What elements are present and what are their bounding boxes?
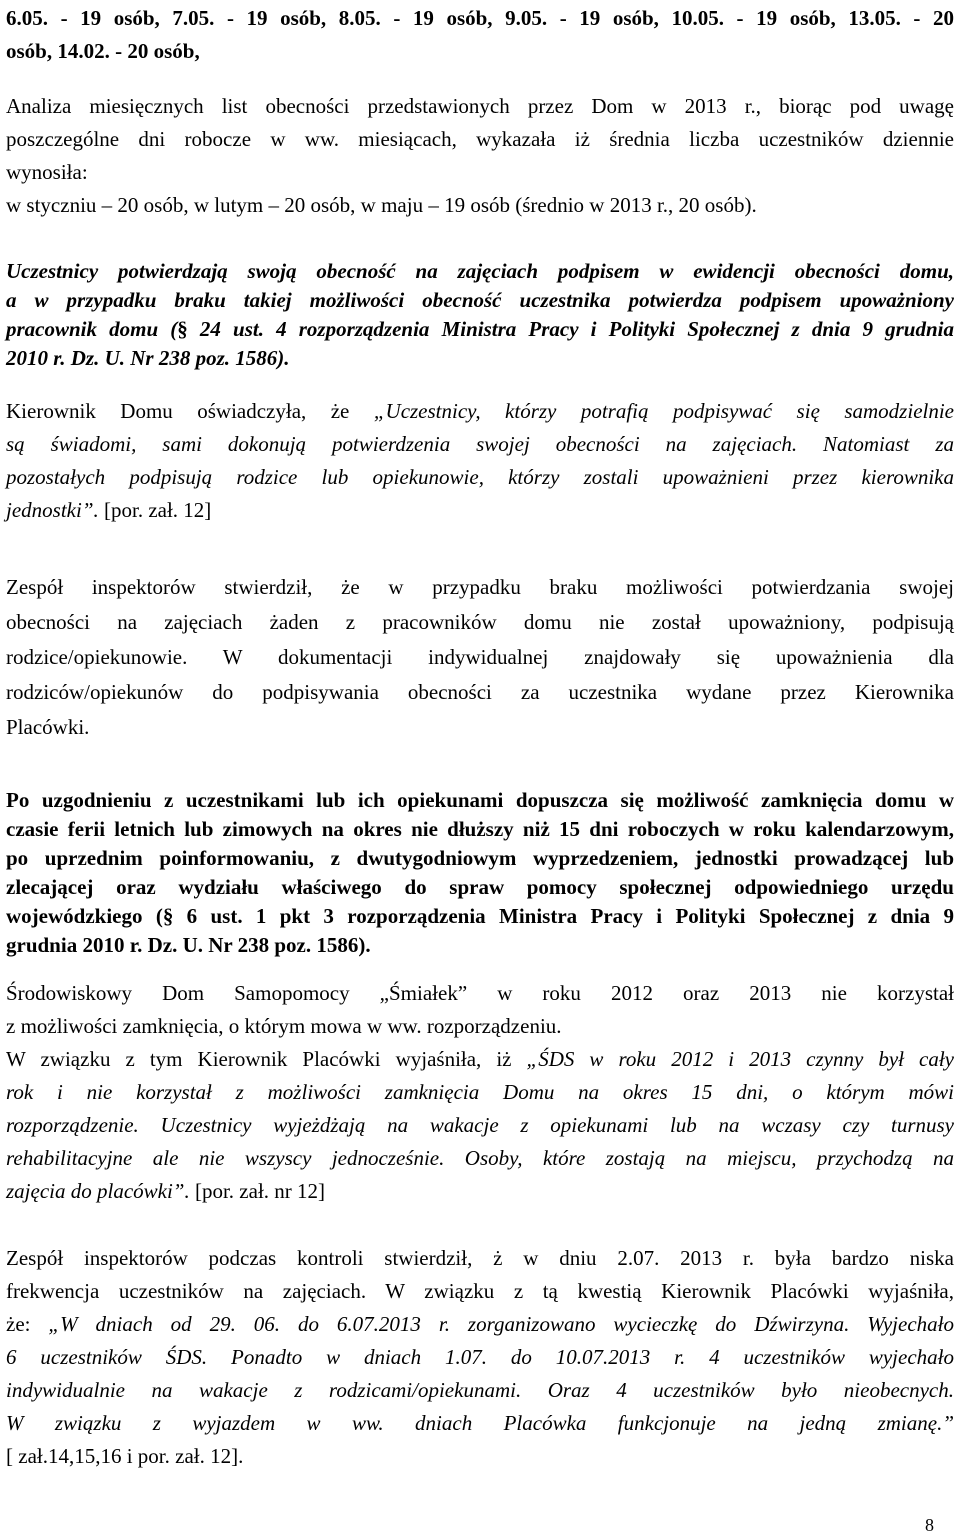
text-line: 6 uczestników ŚDS. Ponadto w dniach 1.07. do 10.07.2013 r. 4 uczestników wyjechało — [6, 1345, 954, 1369]
text-line: Po uzgodnieniu z uczestnikami lub ich opiekunami dopuszcza się możliwość zamknięcia domu w — [6, 788, 954, 812]
text-line: rodziców/opiekunów do podpisywania obecności za uczestnika wydane przez Kierownika — [6, 680, 954, 704]
paragraph-manager-statement — [6, 395, 954, 527]
text-line: wojewódzkiego (§ 6 ust. 1 pkt 3 rozporządzenia Ministra Pracy i Polityki Społecznej z dnia 9 — [6, 904, 954, 928]
text-line: z możliwości zamknięcia, o którym mowa w ww. rozporządzeniu. — [6, 1014, 562, 1038]
text-line: 2010 r. Dz. U. Nr 238 poz. 1586). — [6, 346, 290, 370]
text-line: osób, 14.02. - 20 osób, — [6, 39, 200, 63]
text-line: czasie ferii letnich lub zimowych na okres nie dłuższy niż 15 dni roboczych w roku kalendarzowym, — [6, 817, 954, 841]
text-line: rozporządzenie. Uczestnicy wyjeżdżają na wakacje z opiekunami lub na wczasy czy turnusy — [6, 1113, 954, 1137]
paragraph-analysis — [6, 90, 954, 222]
text-line: wynosiła: — [6, 160, 88, 184]
text-line: Placówki. — [6, 715, 90, 739]
text-line: Uczestnicy potwierdzają swoją obecność na zajęciach podpisem w ewidencji obecności domu, — [6, 259, 954, 283]
text-line: W związku z wyjazdem w ww. dniach Placówka funkcjonuje na jedną zmianę.” — [6, 1411, 954, 1435]
text-line: że: „W dniach od 29. 06. do 6.07.2013 r. zorganizowano wycieczkę do Dźwirzyna. Wyjechało — [6, 1312, 954, 1336]
text-line: jednostki”. [por. zał. 12] — [6, 498, 212, 522]
text-line: Analiza miesięcznych list obecności przedstawionych przez Dom w 2013 r., biorąc pod uwagę — [6, 94, 954, 118]
text-line: a w przypadku braku takiej możliwości obecność uczestnika potwierdza podpisem upoważniony — [6, 288, 954, 312]
text-line: [ zał.14,15,16 i por. zał. 12]. — [6, 1444, 244, 1468]
text-line: Kierownik Domu oświadczyła, że „Uczestnicy, którzy potrafią podpisywać się samodzielnie — [6, 399, 955, 423]
text-line: grudnia 2010 r. Dz. U. Nr 238 poz. 1586). — [6, 933, 371, 957]
text-line: rok i nie korzystał z możliwości zamknięcia Domu na okres 15 dni, o którym mówi — [6, 1080, 954, 1104]
text-line: pracownik domu (§ 24 ust. 4 rozporządzenia Ministra Pracy i Polityki Społecznej z dnia 9 grudnia — [6, 317, 954, 341]
text-line: Zespół inspektorów podczas kontroli stwierdził, ż w dniu 2.07. 2013 r. była bardzo niska — [6, 1246, 954, 1270]
paragraph-closure-rules — [6, 786, 954, 960]
text-line: indywidualnie na wakacje z rodzicami/opiekunami. Oraz 4 uczestników było nieobecnych. — [6, 1378, 954, 1402]
paragraph-low-attendance — [6, 1242, 954, 1473]
text-line: rehabilitacyjne ale nie wszyscy jednocześnie. Osoby, które zostają na miejscu, przychodzą na — [6, 1146, 954, 1170]
text-line: po uprzednim poinformowaniu, z dwutygodniowym wyprzedzeniem, jednostki prowadzącej lub — [6, 846, 954, 870]
text-line: rodzice/opiekunowie. W dokumentacji indywidualnej znajdowały się upoważnienia dla — [6, 645, 954, 669]
paragraph-legal-basis-attendance — [6, 257, 954, 373]
text-line: 6.05. - 19 osób, 7.05. - 19 osób, 8.05. - 19 osób, 9.05. - 19 osób, 10.05. - 19 osób, 13.05. - 20 — [6, 6, 954, 30]
text-line: Środowiskowy Dom Samopomocy „Śmiałek” w roku 2012 oraz 2013 nie korzystał — [6, 981, 954, 1005]
text-line: poszczególne dni robocze w ww. miesiącach, wykazała iż średnia liczba uczestników dziennie — [6, 127, 954, 151]
text-line: Zespół inspektorów stwierdził, że w przypadku braku możliwości potwierdzania swojej — [6, 575, 954, 599]
paragraph-smialek-closure — [6, 977, 954, 1208]
text-line: pozostałych podpisują rodzice lub opiekunowie, którzy zostali upoważnieni przez kierownika — [6, 465, 954, 489]
paragraph-attendance-list — [6, 2, 954, 68]
text-line: zlecającej oraz wydziału właściwego do spraw pomocy społecznej odpowiedniego urzędu — [6, 875, 954, 899]
text-line: zajęcia do placówki”. [por. zał. nr 12] — [6, 1179, 326, 1203]
section-sign: § — [162, 904, 174, 928]
text-line: obecności na zajęciach żaden z pracowników domu nie został upoważniony, podpisują — [6, 610, 954, 634]
text-line: frekwencja uczestników na zajęciach. W związku z tą kwestią Kierownik Placówki wyjaśniła, — [6, 1279, 954, 1303]
text-line: W związku z tym Kierownik Placówki wyjaśniła, iż „ŚDS w roku 2012 i 2013 czynny był cały — [6, 1047, 954, 1071]
section-sign: § — [177, 317, 188, 341]
text-line: są świadomi, sami dokonują potwierdzenia swojej obecności na zajęciach. Natomiast za — [6, 432, 954, 456]
paragraph-inspectors-finding — [6, 570, 954, 745]
text-line: w styczniu – 20 osób, w lutym – 20 osób, w maju – 19 osób (średnio w 2013 r., 20 osób). — [6, 193, 757, 217]
page-number: 8 — [925, 1515, 934, 1535]
